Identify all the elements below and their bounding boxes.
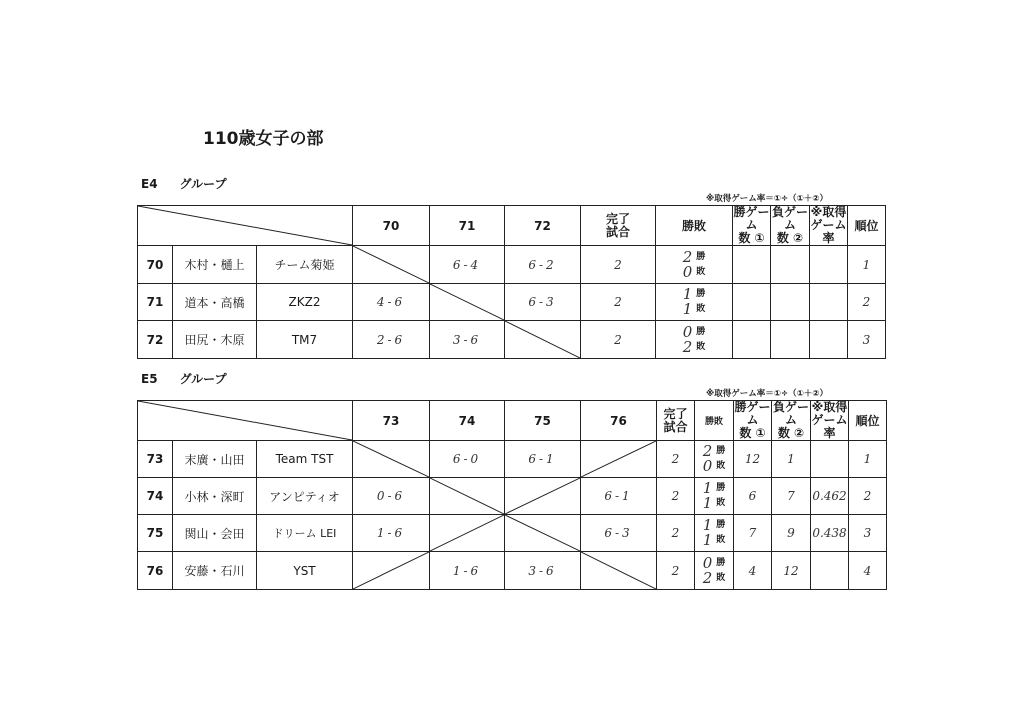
team-number: 70 <box>138 246 173 284</box>
team-number: 76 <box>138 552 173 590</box>
cross-match-cell <box>430 515 505 552</box>
rank: 2 <box>849 478 887 515</box>
team-name: ドリーム LEI <box>257 515 353 552</box>
loss-word: 敗 <box>716 461 726 471</box>
match-score: 6-1 <box>505 441 581 478</box>
won-games: 12 <box>734 441 772 478</box>
group-word: グループ <box>179 372 227 386</box>
loss-word: 敗 <box>716 498 726 508</box>
match-score: 1-6 <box>353 515 430 552</box>
team-name: Team TST <box>257 441 353 478</box>
rank: 3 <box>849 515 887 552</box>
completed-header <box>581 206 656 246</box>
loss-word: 敗 <box>696 266 706 277</box>
player-names: 小林・深町 <box>173 478 257 515</box>
lost-games: 9 <box>772 515 811 552</box>
cross-match-cell <box>581 441 657 478</box>
win-loss-cell <box>695 515 734 552</box>
wins: 2 <box>702 442 713 460</box>
winloss-header: 勝敗 <box>656 206 733 246</box>
col-header: 70 <box>353 206 430 246</box>
rate-header <box>810 206 848 246</box>
player-names: 安藤・石川 <box>173 552 257 590</box>
table-row <box>138 441 887 478</box>
self-match-cell <box>353 441 430 478</box>
lost-games-header-line1: 負ゲーム <box>771 205 808 232</box>
win-word: 勝 <box>716 557 726 568</box>
self-match-cell <box>581 552 657 590</box>
player-names: 木村・樋上 <box>173 246 257 284</box>
losses: 2 <box>682 337 693 356</box>
win-word: 勝 <box>696 289 706 299</box>
lost-games-header-line1: 負ゲーム <box>772 400 809 427</box>
completed-count: 2 <box>657 478 695 515</box>
player-names: 道本・高橋 <box>173 284 257 321</box>
game-rate <box>811 441 849 478</box>
team-number: 71 <box>138 284 173 321</box>
lost-games: 12 <box>772 552 811 590</box>
group-code: E5 <box>141 372 158 386</box>
completed-header-line1: 完了 <box>605 211 630 226</box>
win-word: 勝 <box>696 326 706 337</box>
cell-diagonal <box>353 246 429 283</box>
header-row <box>138 401 887 441</box>
completed-header-line2: 試合 <box>605 224 630 239</box>
table-row <box>138 478 887 515</box>
group-e5-label <box>141 370 227 387</box>
cell-diagonal <box>505 515 580 551</box>
self-match-cell <box>505 321 581 359</box>
table-row <box>138 552 887 590</box>
cell-diagonal <box>353 552 429 589</box>
self-match-cell <box>430 478 505 515</box>
cell-diagonal <box>581 552 656 589</box>
won-games-header-line2: 数 ① <box>739 426 766 440</box>
cross-match-cell <box>505 478 581 515</box>
match-score: 4-6 <box>353 284 430 321</box>
won-games <box>733 284 771 321</box>
match-score: 6-4 <box>430 246 505 284</box>
completed-count: 2 <box>657 515 695 552</box>
completed-header <box>657 401 695 441</box>
col-header: 73 <box>353 401 430 441</box>
game-rate: 0.462 <box>811 478 849 515</box>
losses: 2 <box>702 568 713 587</box>
col-header: 74 <box>430 401 505 441</box>
team-number: 72 <box>138 321 173 359</box>
loss-word: 敗 <box>696 304 706 314</box>
game-rate <box>811 552 849 590</box>
completed-count: 2 <box>657 441 695 478</box>
wins: 0 <box>702 553 713 572</box>
col-header: 75 <box>505 401 581 441</box>
rank: 2 <box>848 284 886 321</box>
team-name: チーム菊姫 <box>257 246 353 284</box>
rank: 1 <box>849 441 887 478</box>
team-number: 75 <box>138 515 173 552</box>
rate-note: ※取得ゲーム率＝①÷（①＋②） <box>706 194 828 204</box>
wins: 1 <box>702 479 713 497</box>
col-header: 72 <box>505 206 581 246</box>
win-word: 勝 <box>716 483 726 493</box>
completed-count: 2 <box>581 284 656 321</box>
rate-header-line1: ※取得 <box>810 205 847 219</box>
table-row <box>138 284 886 321</box>
rate-note: ※取得ゲーム率＝①÷（①＋②） <box>706 389 828 399</box>
won-games-header <box>734 401 772 441</box>
losses: 1 <box>702 494 713 512</box>
self-match-cell <box>430 284 505 321</box>
rank-header: 順位 <box>848 206 886 246</box>
group-word: グループ <box>179 177 227 191</box>
completed-header-line1: 完了 <box>663 406 688 421</box>
lost-games: 7 <box>772 478 811 515</box>
match-score: 6-0 <box>430 441 505 478</box>
loss-word: 敗 <box>716 535 726 545</box>
game-rate: 0.438 <box>811 515 849 552</box>
self-match-cell <box>505 515 581 552</box>
match-score: 1-6 <box>430 552 505 590</box>
lost-games <box>771 321 810 359</box>
won-games-header-line1: 勝ゲーム <box>733 205 770 232</box>
wins: 0 <box>682 322 693 341</box>
cell-diagonal <box>430 478 504 514</box>
table-row <box>138 515 887 552</box>
team-number: 73 <box>138 441 173 478</box>
team-name: TM7 <box>257 321 353 359</box>
lost-games-header-line2: 数 ② <box>776 231 804 245</box>
cell-diagonal <box>505 478 580 514</box>
group-e4-label <box>141 175 227 192</box>
rank: 1 <box>848 246 886 284</box>
group-code: E4 <box>141 177 158 191</box>
group-e4-table <box>137 205 886 359</box>
game-rate <box>810 284 848 321</box>
match-score: 0-6 <box>353 478 430 515</box>
winloss-header: 勝敗 <box>695 401 734 441</box>
header-row <box>138 206 886 246</box>
self-match-cell <box>353 246 430 284</box>
losses: 1 <box>682 300 693 318</box>
win-loss-cell <box>695 478 734 515</box>
player-names: 末廣・山田 <box>173 441 257 478</box>
won-games-header-line1: 勝ゲーム <box>734 400 771 427</box>
match-score: 2-6 <box>353 321 430 359</box>
team-name: アンピティオ <box>257 478 353 515</box>
cell-diagonal <box>505 321 580 358</box>
game-rate <box>810 321 848 359</box>
loss-word: 敗 <box>696 341 706 352</box>
won-games: 7 <box>734 515 772 552</box>
match-score: 3-6 <box>430 321 505 359</box>
rank: 3 <box>848 321 886 359</box>
wins: 1 <box>702 516 713 534</box>
match-score: 6-3 <box>505 284 581 321</box>
team-number: 74 <box>138 478 173 515</box>
win-loss-cell <box>695 552 734 590</box>
player-names: 田尻・木原 <box>173 321 257 359</box>
group-e5-table <box>137 400 887 590</box>
losses: 0 <box>682 262 693 281</box>
rank: 4 <box>849 552 887 590</box>
completed-count: 2 <box>657 552 695 590</box>
won-games-header-line2: 数 ① <box>738 231 765 245</box>
rate-header-line2: ゲーム率 <box>811 413 848 440</box>
lost-games-header <box>771 206 810 246</box>
table-row <box>138 246 886 284</box>
rank-header: 順位 <box>849 401 887 441</box>
table-row <box>138 321 886 359</box>
wins: 1 <box>682 285 693 303</box>
game-rate <box>810 246 848 284</box>
won-games: 4 <box>734 552 772 590</box>
rate-header <box>811 401 849 441</box>
lost-games-header-line2: 数 ② <box>777 426 805 440</box>
corner-diagonal <box>138 401 352 440</box>
wins: 2 <box>682 247 693 266</box>
col-header: 76 <box>581 401 657 441</box>
won-games: 6 <box>734 478 772 515</box>
win-loss-cell <box>656 284 733 321</box>
lost-games: 1 <box>772 441 811 478</box>
header-corner <box>138 401 353 441</box>
win-loss-cell <box>656 321 733 359</box>
cross-match-cell <box>353 552 430 590</box>
won-games <box>733 246 771 284</box>
team-name: YST <box>257 552 353 590</box>
lost-games <box>771 284 810 321</box>
completed-count: 2 <box>581 321 656 359</box>
won-games <box>733 321 771 359</box>
cell-diagonal <box>430 515 504 551</box>
match-score: 6-3 <box>581 515 657 552</box>
lost-games <box>771 246 810 284</box>
losses: 0 <box>702 457 713 475</box>
win-word: 勝 <box>716 446 726 456</box>
col-header: 71 <box>430 206 505 246</box>
match-score: 6-1 <box>581 478 657 515</box>
lost-games-header <box>772 401 811 441</box>
win-loss-cell <box>656 246 733 284</box>
win-loss-cell <box>695 441 734 478</box>
loss-word: 敗 <box>716 572 726 583</box>
match-score: 3-6 <box>505 552 581 590</box>
corner-diagonal <box>138 206 352 245</box>
completed-count: 2 <box>581 246 656 284</box>
rate-header-line1: ※取得 <box>811 400 848 414</box>
win-word: 勝 <box>696 251 706 262</box>
cell-diagonal <box>581 441 656 477</box>
win-word: 勝 <box>716 520 726 530</box>
player-names: 関山・会田 <box>173 515 257 552</box>
cell-diagonal <box>430 284 504 320</box>
team-name: ZKZ2 <box>257 284 353 321</box>
match-score: 6-2 <box>505 246 581 284</box>
header-corner <box>138 206 353 246</box>
rate-header-line2: ゲーム率 <box>810 218 847 245</box>
completed-header-line2: 試合 <box>663 419 688 434</box>
cell-diagonal <box>353 441 429 477</box>
won-games-header <box>733 206 771 246</box>
page-title: 110歳女子の部 <box>203 129 324 149</box>
losses: 1 <box>702 531 713 549</box>
